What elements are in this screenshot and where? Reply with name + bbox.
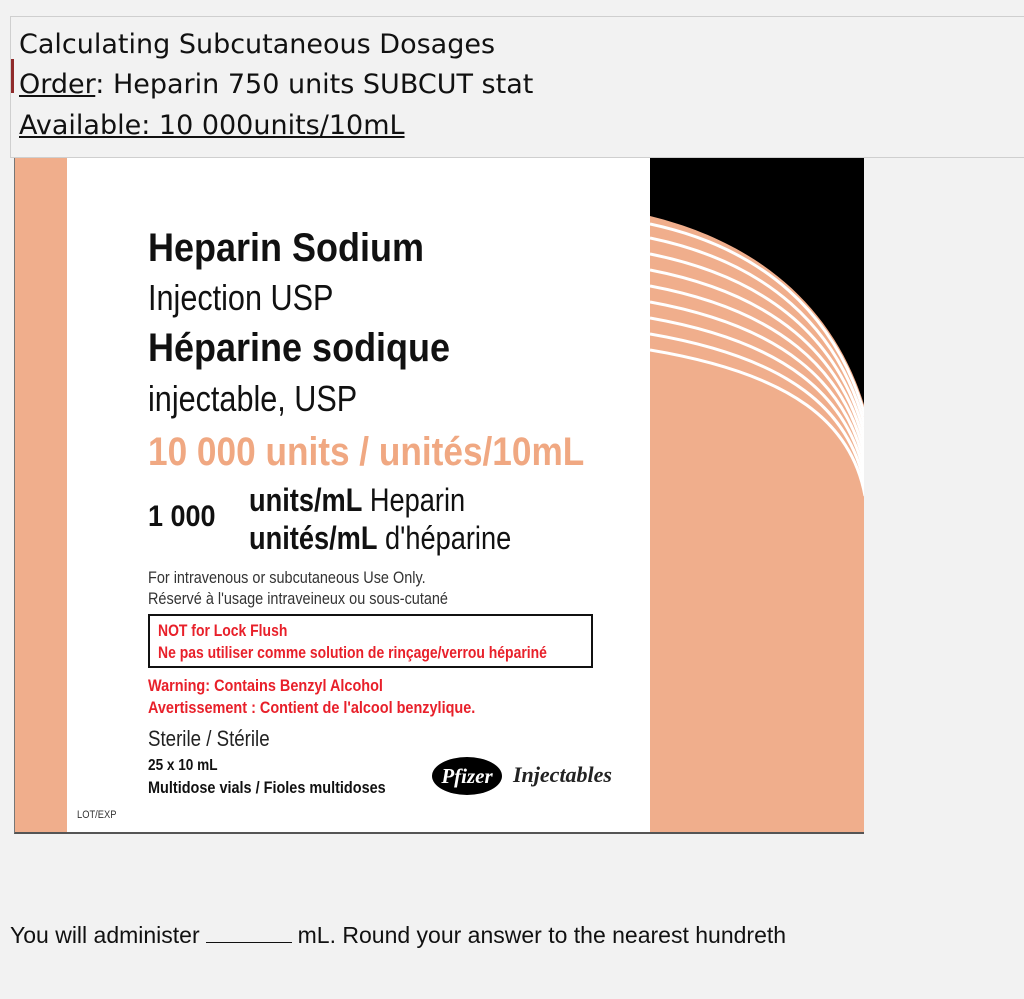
lock-flush-warning-en: NOT for Lock Flush xyxy=(158,621,288,640)
drug-label-image xyxy=(14,158,864,834)
pack-type: Multidose vials / Fioles multidoses xyxy=(148,778,386,797)
benzyl-warning-en: Warning: Contains Benzyl Alcohol xyxy=(148,676,383,695)
question-prompt xyxy=(10,922,786,949)
use-statement-fr: Réservé à l'usage intraveineux ou sous-cutané xyxy=(148,589,448,608)
conc-drug-en: Heparin xyxy=(362,482,466,518)
concentration-line-en xyxy=(249,482,465,519)
pack-size: 25 x 10 mL xyxy=(148,757,218,774)
order-text: : Heparin 750 units SUBCUT stat xyxy=(95,69,534,100)
drug-form-fr: injectable, USP xyxy=(148,378,358,419)
concentration-line-fr xyxy=(249,520,511,557)
conc-unit-en: units/mL xyxy=(249,482,363,518)
drug-name-en: Heparin Sodium xyxy=(148,226,425,270)
answer-blank[interactable] xyxy=(206,922,292,943)
brand-division: Injectables xyxy=(513,762,612,787)
lot-exp: LOT/EXP xyxy=(77,809,117,821)
pfizer-logo-icon xyxy=(431,756,503,796)
left-marker xyxy=(11,59,14,93)
pfizer-logo-text: Pfizer xyxy=(441,764,493,788)
benzyl-warning-fr: Avertissement : Contient de l'alcool benzylique. xyxy=(148,698,476,717)
concentration-number: 1 000 xyxy=(148,500,216,533)
conc-drug-fr: d'héparine xyxy=(377,520,512,556)
label-swoosh-graphic xyxy=(650,158,864,834)
drug-form-en: Injection USP xyxy=(148,277,334,318)
order-label: Order xyxy=(19,69,96,100)
use-statement-en: For intravenous or subcutaneous Use Only. xyxy=(148,568,426,587)
page-title: Calculating Subcutaneous Dosages xyxy=(19,29,496,60)
sterile-text: Sterile / Stérile xyxy=(148,726,270,751)
order-line xyxy=(19,69,533,100)
lock-flush-warning-fr: Ne pas utiliser comme solution de rinçage/verrou hépariné xyxy=(158,643,547,662)
label-left-band xyxy=(15,158,67,834)
question-after: mL. Round your answer to the nearest hundreth xyxy=(297,922,787,948)
conc-unit-fr: unités/mL xyxy=(249,520,378,556)
drug-name-fr: Héparine sodique xyxy=(148,326,451,370)
available-line: Available: 10 000units/10mL xyxy=(19,110,405,141)
question-before: You will administer xyxy=(10,922,200,948)
drug-strength: 10 000 units / unités/10mL xyxy=(148,430,585,474)
question-header xyxy=(10,16,1024,158)
